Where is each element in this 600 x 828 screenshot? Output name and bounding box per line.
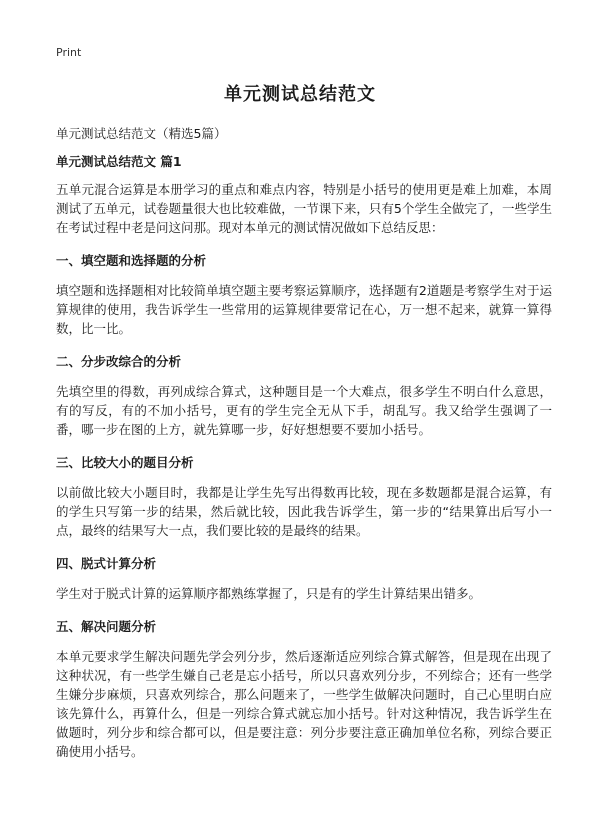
page-title: 单元测试总结范文	[224, 84, 376, 105]
intro-paragraph: 五单元混合运算是本册学习的重点和难点内容，特别是小括号的使用更是难上加难，本周测试了五单元，试卷题量很大也比较难做，一节课下来，只有5个学生全做完了，一些学生在考试过程中老是问这问那。现对本单元的测试情况做如下总结反思：	[56, 182, 552, 235]
section-body-1: 填空题和选择题相对比较简单填空题主要考察运算顺序，选择题有2道题是考察学生对于运算规律的使用，我告诉学生一些常用的运算规律要常记在心，万一想不起来，就算一算得数，比一比。	[56, 283, 552, 336]
section-body-3: 以前做比较大小题目时，我都是让学生先写出得数再比较，现在多数题都是混合运算，有的学生只写第一步的结果，然后就比较，因此我告诉学生，第一步的“结果算出后写小一点，最终的结果写大一点，我们要比较的是最终的结果。	[56, 485, 552, 538]
print-link[interactable]: Print	[56, 46, 82, 59]
section-heading-3: 三、比较大小的题目分析	[56, 455, 194, 470]
article-content	[56, 152, 552, 775]
section-body-4: 学生对于脱式计算的运算顺序都熟练掌握了，只是有的学生计算结果出错多。	[56, 586, 482, 601]
section-heading-5: 五、解决问题分析	[56, 619, 157, 634]
section-body-5: 本单元要求学生解决问题先学会列分步，然后逐渐适应列综合算式解答，但是现在出现了这种状况，有一些学生嫌自己老是忘小括号，所以只喜欢列分步，不列综合；还有一些学生嫌分步麻烦，只喜欢列综合，那么问题来了，一些学生做解决问题时，自己心里明白应该先算什么，再算什么，但是一列综合算式就忘加小括号。针对这种情况，我告诉学生在做题时，列分步和综合都可以，但是要注意：列分步要注意正确加单位名称，列综合要正确使用小括号。	[56, 649, 552, 759]
article-heading: 单元测试总结范文 篇1	[56, 154, 182, 169]
page-subtitle: 单元测试总结范文（精选5篇）	[56, 126, 227, 141]
section-body-2: 先填空里的得数，再列成综合算式，这种题目是一个大难点，很多学生不明白什么意思，有的写反，有的不加小括号，更有的学生完全无从下手，胡乱写。我又给学生强调了一番，哪一步在图的上方，就先算哪一步，好好想想要不要加小括号。	[56, 384, 552, 437]
section-heading-1: 一、填空题和选择题的分析	[56, 253, 207, 268]
section-heading-4: 四、脱式计算分析	[56, 556, 157, 571]
section-heading-2: 二、分步改综合的分析	[56, 354, 182, 369]
